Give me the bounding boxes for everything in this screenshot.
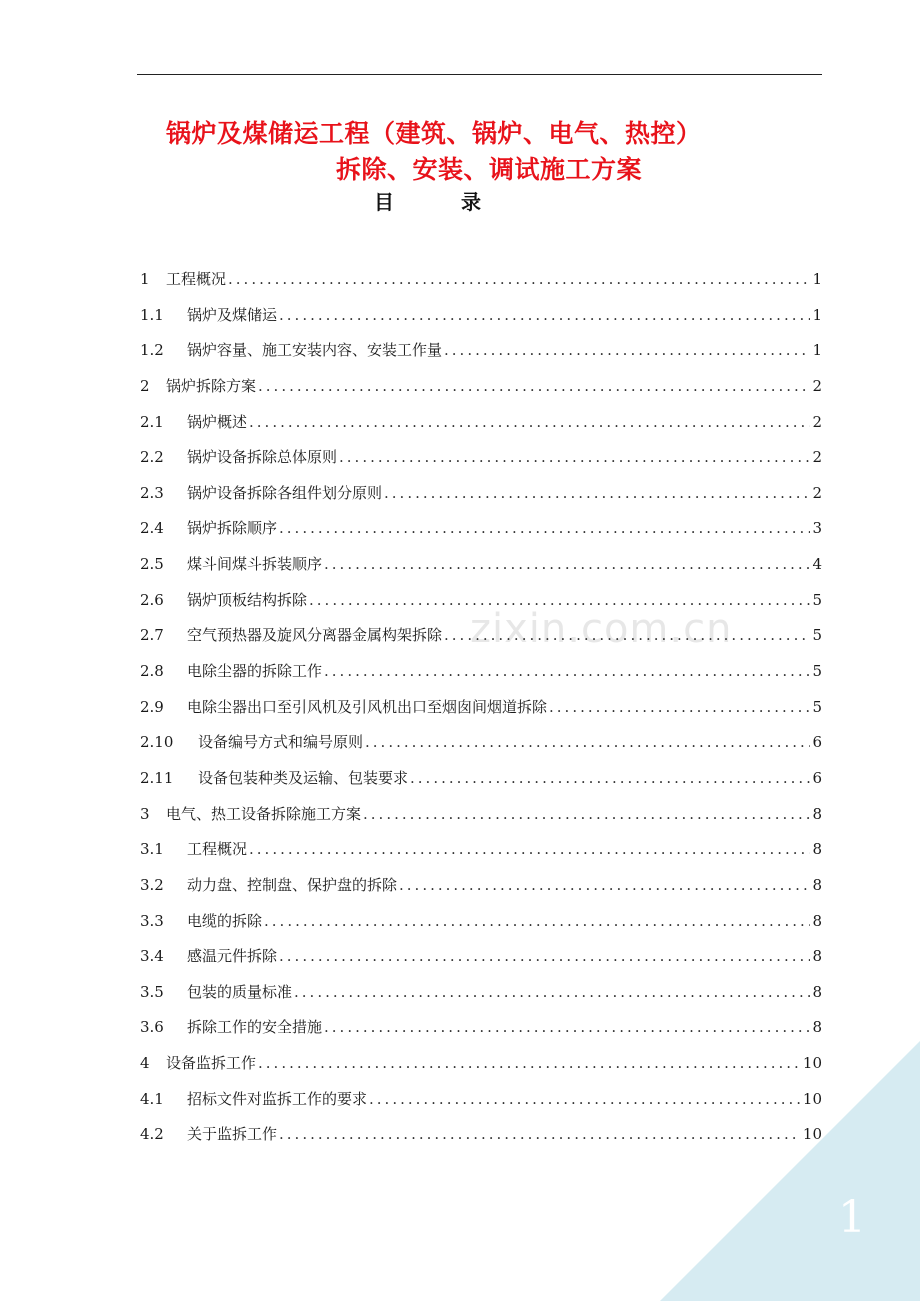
toc-leader-dots [309, 583, 810, 619]
toc-entry-page: 6 [812, 768, 822, 787]
toc-leader-dots [549, 690, 810, 726]
toc-entry-title: 锅炉及煤储运 [187, 305, 278, 324]
toc-entry[interactable] [140, 476, 822, 512]
toc-entry-title: 电除尘器的拆除工作 [187, 662, 323, 681]
toc-entry[interactable] [140, 298, 822, 334]
toc-entry-title: 动力盘、控制盘、保护盘的拆除 [187, 875, 398, 894]
toc-entry-page: 8 [812, 1018, 822, 1037]
toc-entry-title: 锅炉拆除顺序 [187, 519, 278, 538]
toc-leader-dots [365, 725, 810, 761]
toc-entry-number: 3 [140, 804, 150, 823]
toc-entry-title: 工程概况 [187, 840, 248, 859]
toc-entry-number: 3.4 [140, 947, 164, 966]
toc-entry-page: 2 [812, 412, 822, 431]
document-title-line2: 拆除、安装、调试施工方案 [336, 155, 643, 184]
toc-entry-page: 8 [812, 947, 822, 966]
toc-entry-title: 拆除工作的安全措施 [187, 1018, 323, 1037]
toc-leader-dots [279, 298, 810, 334]
toc-entry-title: 锅炉顶板结构拆除 [187, 590, 308, 609]
toc-entry[interactable] [140, 333, 822, 369]
toc-leader-dots [324, 547, 810, 583]
toc-entry-number: 4.2 [140, 1125, 164, 1144]
toc-entry-title: 电除尘器出口至引风机及引风机出口至烟囱间烟道拆除 [187, 697, 548, 716]
toc-entry-title: 锅炉设备拆除总体原则 [187, 448, 338, 467]
toc-entry-number: 4 [140, 1054, 150, 1073]
toc-entry[interactable] [140, 262, 822, 298]
toc-entry-page: 8 [812, 804, 822, 823]
toc-entry-page: 10 [802, 1125, 822, 1144]
toc-entry-number: 3.3 [140, 911, 164, 930]
toc-entry-number: 2.3 [140, 483, 164, 502]
toc-entry-title: 工程概况 [166, 270, 227, 288]
toc-entry-page: 5 [812, 590, 822, 609]
toc-entry[interactable] [140, 868, 822, 904]
toc-entry-number: 2.8 [140, 662, 164, 681]
toc-entry[interactable] [140, 797, 822, 833]
toc-leader-dots [384, 476, 810, 512]
toc-entry-number: 3.2 [140, 875, 164, 894]
toc-entry[interactable] [140, 939, 822, 975]
toc-leader-dots [249, 832, 810, 868]
toc-entry-number: 1.1 [140, 305, 164, 324]
toc-entry-page: 1 [812, 270, 822, 288]
toc-entry-number: 2.2 [140, 448, 164, 467]
toc-entry-page: 1 [812, 341, 822, 360]
toc-entry-number: 3.1 [140, 840, 164, 859]
toc-entry-page: 6 [812, 733, 822, 752]
toc-entry-title: 煤斗间煤斗拆装顺序 [187, 555, 323, 574]
toc-entry[interactable] [140, 440, 822, 476]
toc-entry[interactable] [140, 369, 822, 405]
toc-entry-number: 2.5 [140, 555, 164, 574]
toc-entry-number: 2.11 [140, 768, 174, 787]
toc-entry-number: 3.6 [140, 1018, 164, 1037]
toc-entry-title: 电缆的拆除 [187, 911, 263, 930]
toc-entry-page: 5 [812, 697, 822, 716]
toc-entry-page: 10 [802, 1054, 822, 1073]
toc-entry-number: 2.4 [140, 519, 164, 538]
toc-entry-number: 2.1 [140, 412, 164, 431]
toc-entry[interactable] [140, 618, 822, 654]
toc-entry-page: 5 [812, 626, 822, 645]
toc-leader-dots [264, 904, 810, 940]
toc-leader-dots [444, 618, 810, 654]
toc-entry-title: 设备包装种类及运输、包装要求 [198, 768, 409, 787]
toc-entry[interactable] [140, 690, 822, 726]
toc-entry-page: 1 [812, 305, 822, 324]
toc-entry-page: 4 [812, 555, 822, 574]
toc-entry-title: 设备监拆工作 [166, 1054, 257, 1073]
toc-entry[interactable] [140, 654, 822, 690]
toc-entry-title: 锅炉概述 [187, 412, 248, 431]
toc-entry-title: 锅炉拆除方案 [166, 376, 257, 395]
toc-entry-title: 包装的质量标准 [187, 982, 293, 1001]
toc-entry-page: 3 [812, 519, 822, 538]
toc-entry-number: 2 [140, 376, 150, 395]
toc-entry-page: 2 [812, 376, 822, 395]
toc-entry-number: 2.9 [140, 697, 164, 716]
toc-entry[interactable] [140, 405, 822, 441]
corner-decoration [660, 1041, 920, 1301]
toc-entry-page: 5 [812, 662, 822, 681]
toc-leader-dots [399, 868, 810, 904]
toc-leader-dots [279, 511, 810, 547]
toc-entry-title: 设备编号方式和编号原则 [198, 733, 364, 752]
toc-entry[interactable] [140, 832, 822, 868]
toc-entry[interactable] [140, 511, 822, 547]
toc-entry-number: 1 [140, 270, 150, 288]
toc-leader-dots [444, 333, 810, 369]
toc-entry-page: 8 [812, 875, 822, 894]
toc-entry-number: 2.6 [140, 590, 164, 609]
toc-entry-title: 感温元件拆除 [187, 947, 278, 966]
toc-entry-title: 空气预热器及旋风分离器金属构架拆除 [187, 626, 443, 645]
toc-leader-dots [294, 975, 810, 1011]
toc-leader-dots [324, 654, 810, 690]
toc-entry-page: 2 [812, 483, 822, 502]
toc-entry[interactable] [140, 583, 822, 619]
toc-entry[interactable] [140, 975, 822, 1011]
toc-entry-title: 关于监拆工作 [187, 1125, 278, 1144]
toc-entry-number: 1.2 [140, 341, 164, 360]
page-number: 1 [838, 1192, 866, 1243]
toc-leader-dots [249, 405, 810, 441]
toc-leader-dots [410, 761, 810, 797]
header-rule [137, 74, 822, 75]
watermark: zixin.com.cn [470, 606, 733, 652]
toc-entry-title: 锅炉容量、施工安装内容、安装工作量 [187, 341, 443, 360]
table-of-contents [140, 262, 822, 1153]
toc-leader-dots [258, 369, 810, 405]
toc-entry-number: 2.7 [140, 626, 164, 645]
toc-heading: 目 录 [374, 190, 481, 214]
toc-entry[interactable] [140, 904, 822, 940]
toc-entry-title: 锅炉设备拆除各组件划分原则 [187, 483, 383, 502]
toc-entry[interactable] [140, 547, 822, 583]
toc-entry-number: 4.1 [140, 1089, 164, 1108]
toc-leader-dots [339, 440, 810, 476]
document-title-line1: 锅炉及煤储运工程（建筑、锅炉、电气、热控） [166, 119, 702, 148]
toc-entry[interactable] [140, 761, 822, 797]
toc-leader-dots [363, 797, 810, 833]
toc-leader-dots [279, 939, 810, 975]
toc-entry-page: 8 [812, 911, 822, 930]
toc-leader-dots [228, 262, 810, 298]
toc-entry-page: 10 [802, 1089, 822, 1108]
toc-entry-title: 招标文件对监拆工作的要求 [187, 1089, 368, 1108]
toc-entry-page: 2 [812, 448, 822, 467]
toc-entry-page: 8 [812, 982, 822, 1001]
toc-entry-number: 2.10 [140, 733, 174, 752]
toc-entry[interactable] [140, 725, 822, 761]
toc-entry-number: 3.5 [140, 982, 164, 1001]
toc-entry-page: 8 [812, 840, 822, 859]
toc-entry-title: 电气、热工设备拆除施工方案 [166, 804, 362, 823]
